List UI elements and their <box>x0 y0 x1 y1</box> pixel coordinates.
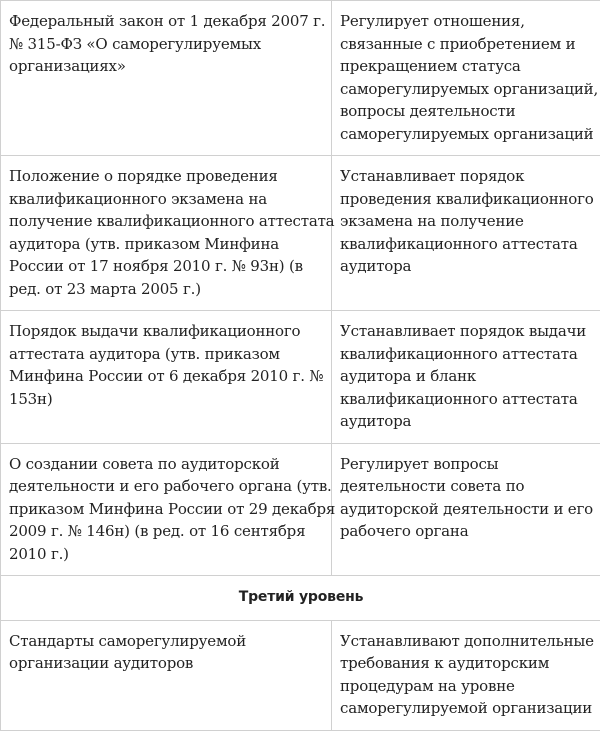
document-name-cell <box>1 1 332 156</box>
cell-text-line: рабочего органа <box>340 520 593 543</box>
cell-text-line: аудитора <box>340 255 593 278</box>
cell-text-line: Минфина России от 6 декабря 2010 г. № <box>9 365 323 388</box>
cell-text-line: аудитора и бланк <box>340 365 593 388</box>
table-row <box>1 156 600 311</box>
section-heading-row <box>1 576 600 621</box>
cell-text-line: 2009 г. № 146н) (в ред. от 16 сентября <box>9 520 323 543</box>
cell-text-line: Устанавливают дополнительные <box>340 630 593 653</box>
cell-text-line: № 315-ФЗ «О саморегулируемых <box>9 33 323 56</box>
document-description-cell <box>332 311 600 444</box>
document-description-cell <box>332 1 600 156</box>
document-description-cell <box>332 443 600 576</box>
cell-text-line: саморегулируемых организаций <box>340 123 593 146</box>
cell-text-line: квалификационного аттестата <box>340 233 593 256</box>
cell-text-line: требования к аудиторским <box>340 652 593 675</box>
cell-text-line: Регулирует отношения, <box>340 10 593 33</box>
cell-text-line: деятельности и его рабочего органа (утв. <box>9 475 323 498</box>
cell-text-line: квалификационного экзамена на <box>9 188 323 211</box>
cell-text-line: деятельности совета по <box>340 475 593 498</box>
cell-text-line: квалификационного аттестата <box>340 343 593 366</box>
table-row <box>1 620 600 730</box>
document-description-cell <box>332 620 600 730</box>
cell-text-line: Порядок выдачи квалификационного <box>9 320 323 343</box>
cell-text-line: Федеральный закон от 1 декабря 2007 г. <box>9 10 323 33</box>
cell-text-line: аттестата аудитора (утв. приказом <box>9 343 323 366</box>
cell-text-line: организациях» <box>9 55 323 78</box>
cell-text-line: аудиторской деятельности и его <box>340 498 593 521</box>
cell-text-line: 153н) <box>9 388 323 411</box>
table-row <box>1 1 600 156</box>
document-name-cell <box>1 311 332 444</box>
cell-text-line: Положение о порядке проведения <box>9 165 323 188</box>
cell-text-line: ред. от 23 марта 2005 г.) <box>9 278 323 301</box>
cell-text-line: связанные с приобретением и <box>340 33 593 56</box>
cell-text-line: 2010 г.) <box>9 543 323 566</box>
section-heading: Третий уровень <box>1 576 600 621</box>
document-description-cell <box>332 156 600 311</box>
cell-text-line: экзамена на получение <box>340 210 593 233</box>
cell-text-line: России от 17 ноября 2010 г. № 93н) (в <box>9 255 323 278</box>
table-row <box>1 443 600 576</box>
table-row <box>1 311 600 444</box>
cell-text-line: проведения квалификационного <box>340 188 593 211</box>
cell-text-line: О создании совета по аудиторской <box>9 453 323 476</box>
cell-text-line: саморегулируемых организаций, <box>340 78 593 101</box>
document-name-cell <box>1 620 332 730</box>
cell-text-line: саморегулируемой организации <box>340 697 593 720</box>
cell-text-line: аудитора (утв. приказом Минфина <box>9 233 323 256</box>
cell-text-line: квалификационного аттестата <box>340 388 593 411</box>
cell-text-line: получение квалификационного аттестата <box>9 210 323 233</box>
cell-text-line: прекращением статуса <box>340 55 593 78</box>
cell-text-line: процедурам на уровне <box>340 675 593 698</box>
cell-text-line: Устанавливает порядок <box>340 165 593 188</box>
cell-text-line: аудитора <box>340 410 593 433</box>
cell-text-line: вопросы деятельности <box>340 100 593 123</box>
cell-text-line: приказом Минфина России от 29 декабря <box>9 498 323 521</box>
document-name-cell <box>1 156 332 311</box>
cell-text-line: Регулирует вопросы <box>340 453 593 476</box>
document-name-cell <box>1 443 332 576</box>
cell-text-line: Стандарты саморегулируемой <box>9 630 323 653</box>
cell-text-line: Устанавливает порядок выдачи <box>340 320 593 343</box>
cell-text-line: организации аудиторов <box>9 652 323 675</box>
